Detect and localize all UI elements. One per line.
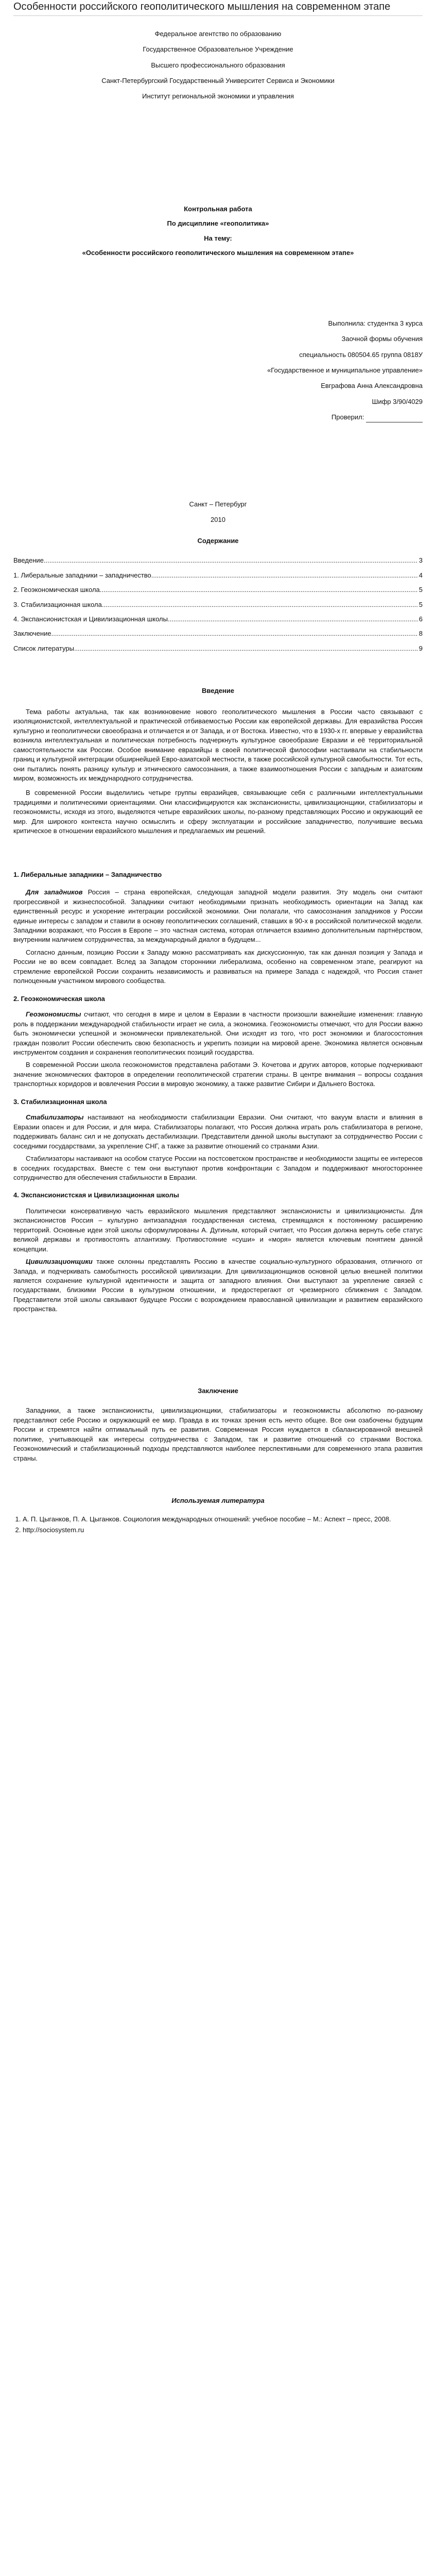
intro-heading: Введение: [202, 687, 234, 695]
chapter-2-heading: 2. Геоэкономическая школа: [13, 994, 105, 1003]
executor-block: [13, 319, 423, 422]
intro-paragraph: Тема работы актуальна, так как возникновение нового геополитического мышления в России часто связывают с изоляционистской, интеллектуальной и практической отбиваемостью России как европейской державы. Для евразийства Россия культурно и геополитически своеобразна и отличается и от Запада, и от Востока. Известно, что в 1930-х гг. впервые у евразийства возникла интеллектуальная и политическая потребность подчеркнуть культурное своеобразие Евразии и её территориальной самостоятельности как России. Особое внимание евразийцы в своей политической философии настаивали на стабильности границ и культурной интеграции обширнейшей Евро-азиатской местности, в также российской культурной самобытности. Тот есть, они пытались понять разницу культур и этнического самосознания, а также взаимоотношения России с западным и азиатским миром, возможность их международного сотрудничества.: [13, 707, 423, 782]
discipline-name: «геополитика»: [220, 219, 269, 228]
organization-block: [13, 29, 423, 101]
toc-item-page: 5: [418, 600, 423, 608]
conclusion-body: [13, 1406, 423, 1463]
paragraph-text: считают, что сегодня в мире и целом в Евразии в частности произошли важнейшие изменения: главную роль в поддержании международной стабильности играет не сила, а экономика. Геоэкономисты отмечают, что для России важно быть экономически успешной и экономически привлекательной. Они исходят из того, что рост экономики и благосостояния граждан позволит России обеспечить свою безопасность и укрепить позиции на мировой арене. Экономика является основным инструментом создания и сохранения геополитических позиций государства.: [13, 1010, 423, 1056]
discipline-prefix: По дисциплине: [167, 219, 219, 228]
executor-line: Шифр 3/90/4029: [372, 397, 423, 405]
toc-item-label: Заключение: [13, 630, 51, 638]
chapter-paragraph: Стабилизаторы настаивают на особом статусе России на постсоветском пространстве и необходимости защиты ее интересов в соседних государствах. Вместе с тем они выступают против конфронтации с Западом и поддерживают многостороннее сотрудничество для обеспечения стабильности в Евразии.: [13, 1155, 423, 1181]
toc-item[interactable]: [13, 585, 423, 595]
toc-leader: [102, 600, 418, 609]
year: 2010: [211, 516, 225, 524]
chapter-paragraph: [13, 1010, 423, 1057]
toc-leader: [100, 585, 418, 595]
chapter-paragraph: [13, 888, 423, 945]
checked-by-line: [13, 413, 423, 422]
chapter-4-heading: 4. Экспансионистская и Цивилизационная школы: [13, 1191, 179, 1199]
toc-heading: Содержание: [197, 536, 239, 545]
toc-item-page: 8: [418, 630, 423, 638]
literature-heading: Используемая литература: [171, 1497, 265, 1505]
chapter-1-body: [13, 888, 423, 986]
literature-item: 1. А. П. Цыганков, П. А. Цыганков. Социология международных отношений: учебное пособие – М.: Аспект – пресс, 2008.: [23, 1515, 423, 1524]
org-line: Федеральное агентство по образованию: [154, 29, 282, 38]
table-of-contents: [13, 556, 423, 653]
toc-leader: [44, 556, 418, 565]
city-year-block: [13, 500, 423, 525]
work-type: Контрольная работа: [184, 205, 252, 213]
chapter-paragraph: В современной России школа геоэкономистов представлена работами Э. Кочетова и других авторов, которые подчеркивают значение экономических факторов в определении геополитической стратегии страны. В центре внимания – вопросы создания транспортных коридоров и вовлечения России в мировую экономику, а также развитие Сибири и Дальнего Востока.: [13, 1061, 423, 1088]
toc-item[interactable]: [13, 556, 423, 565]
lead-term: Цивилизационщики: [26, 1258, 93, 1266]
toc-leader: [74, 644, 418, 653]
paragraph-text: также склонны представлять Россию в качестве социально-культурного образования, отличного от Запада, и подчеркивать самобытность российской цивилизации. Для цивилизационщиков основной целью внешней политики является сохранение культурной идентичности и защита от западного влияния. Они выступают за укрепление связей с государствами, близкими России в культурном отношении, и предостерегают от чрезмерного сближения с Западом. Представители этой школы связывают будущее России с возрождением православной цивилизации и развитием евразийского пространства.: [13, 1258, 423, 1313]
lead-term: Геоэкономисты: [26, 1010, 81, 1019]
literature-item[interactable]: 2. http://sociosystem.ru: [23, 1526, 423, 1535]
toc-item[interactable]: [13, 615, 423, 624]
toc-item-label: 1. Либеральные западники – западничество: [13, 571, 151, 579]
toc-item[interactable]: [13, 600, 423, 609]
city: Санкт – Петербург: [189, 500, 247, 508]
toc-item[interactable]: [13, 644, 423, 653]
document-title: Особенности российского геополитического мышления на современном этапе: [13, 0, 423, 16]
topic-prefix: На тему:: [204, 234, 232, 242]
conclusion-paragraph: Западники, а также экспансионисты, цивилизационщики, стабилизаторы и геоэкономисты абсолютно по-разному представляют себе Россию и окружающий ее мир. Правда в их точках зрения есть нечто общее. Все они озабочены будущим России и стремятся найти оптимальный путь ее развития. Современная Россия нуждается в сбалансированной внешней политике, учитывающей как интересы сотрудничества с Западом, так и развитие отношений со странами Востока. Геоэкономический и стабилизационный подходы представляются наиболее перспективными для современного этапа развития страны.: [13, 1406, 423, 1462]
topic-title: «Особенности российского геополитического мышления на современном этапе»: [82, 249, 354, 257]
toc-leader: [168, 615, 418, 624]
chapter-paragraph: [13, 1113, 423, 1151]
toc-item-page: 4: [418, 571, 423, 579]
chapter-3-heading: 3. Стабилизационная школа: [13, 1097, 107, 1106]
intro-section: [13, 707, 423, 836]
toc-item-label: Введение: [13, 556, 44, 565]
executor-line: специальность 080504.65 группа 0818У: [299, 350, 423, 359]
toc-leader: [51, 629, 418, 638]
lead-term: Для западников: [26, 888, 83, 896]
conclusion-heading: Заключение: [198, 1386, 238, 1395]
chapter-3-body: [13, 1113, 423, 1182]
executor-line: Евграфова Анна Александровна: [321, 382, 423, 390]
paragraph-text: настаивают на необходимости стабилизации Евразии. Они считают, что вакуум власти и влияния в Евразии опасен и для России, и для мира. Стабилизаторы полагают, что Россия должна играть роль стабилизатора в регионе, поддерживать баланс сил и не допускать дестабилизации. Представители данной школы выступают за сотрудничество России с соседними государствами, за укрепление СНГ, а также за развитие отношений со странами Азии.: [13, 1113, 423, 1150]
work-title-block: [13, 205, 423, 258]
toc-item-label: 4. Экспансионистская и Цивилизационная школы: [13, 615, 168, 623]
org-line: Институт региональной экономики и управления: [142, 92, 294, 100]
toc-item-page: 9: [418, 644, 423, 652]
chapter-paragraph: Согласно данным, позицию России к Западу можно рассматривать как дискуссионную, так как данная позиция у Запада и России не во всем совпадает. Вслед за Западом сторонники либерализма, особенно на современном этапе, реагируют на стремление европейской России сохранить независимость и развиваться на примере Запада с надеждой, что Россия станет полноценным участником мирового сообщества.: [13, 948, 423, 985]
literature-list: [13, 1515, 423, 1535]
chapter-paragraph: [13, 1257, 423, 1314]
toc-item-page: 5: [418, 586, 423, 594]
chapter-4-body: [13, 1207, 423, 1314]
org-line: Государственное Образовательное Учреждение: [143, 45, 293, 54]
toc-item[interactable]: [13, 571, 423, 580]
toc-item-page: 3: [418, 556, 423, 565]
executor-line: «Государственное и муниципальное управление»: [267, 366, 423, 375]
discipline-line: [13, 219, 423, 228]
chapter-2-body: [13, 1010, 423, 1089]
org-line: Санкт-Петербургский Государственный Университет Сервиса и Экономики: [101, 76, 335, 84]
toc-item-label: 2. Геоэкономическая школа: [13, 586, 100, 594]
executor-line: Заочной формы обучения: [341, 335, 423, 343]
paragraph-text: Россия – страна европейская, следующая западной модели развития. Эту модель они считают прогрессивной и жизнеспособной. Западники считают необходимыми признать необходимость ориентации на Запад как единственный ресурс и ускорение интеграции российской экономики. Они полагали, что самосознания западников у России единые интересы с западом и ставили в основу геополитических соглашений, ставших в 90-х в российской политической модели. Западники возражают, что Россия в Европе – это частная система, которая отличается взаимно дополнительным партнёрством, внутренним наличием сотрудничества, за международный диалог в будущем...: [13, 888, 423, 944]
chapter-1-heading: 1. Либеральные западники – Западничество: [13, 870, 162, 878]
intro-paragraph: В современной России выделились четыре группы евразийцев, связывающие себя с различными интеллектуальными традициями и политическими ориентациями. Они классифицируются как экспансионисты, цивилизационщики, стабилизаторы и геоэкономисты, исходя из этого, выделяются четыре евразийских школы, по-разному представляющих Россию и окружающий ее мир. Для широкого контекста научно осмыслить и сферу эксплуатации и российские западничество, получившие весьма критическое в отношении евразийского мышления и предлагаемых им решений.: [13, 789, 423, 835]
checked-by-label: Проверил:: [331, 413, 364, 421]
toc-item-label: Список литературы: [13, 644, 74, 652]
toc-leader: [151, 571, 418, 580]
toc-item-label: 3. Стабилизационная школа: [13, 600, 102, 608]
toc-item-page: 6: [418, 615, 423, 623]
executor-line: Выполнила: студентка 3 курса: [328, 319, 423, 327]
lead-term: Стабилизаторы: [26, 1113, 84, 1122]
org-line: Высшего профессионального образования: [151, 61, 285, 69]
chapter-paragraph: Политически консервативную часть евразийского мышления представляют экспансионисты и цивилизационисты. Для экспансионистов Россия – культурно антизападная государственная система, стремящаяся к постоянному расширению территорий. Основные идеи этой школы сформулированы А. Дугиным, который считает, что Россия должна вернуть себе статус великой державы и противостоять атлантизму. Противостояние «суши» и «моря» является ключевым понятием данной концепции.: [13, 1207, 423, 1253]
toc-item[interactable]: [13, 629, 423, 638]
